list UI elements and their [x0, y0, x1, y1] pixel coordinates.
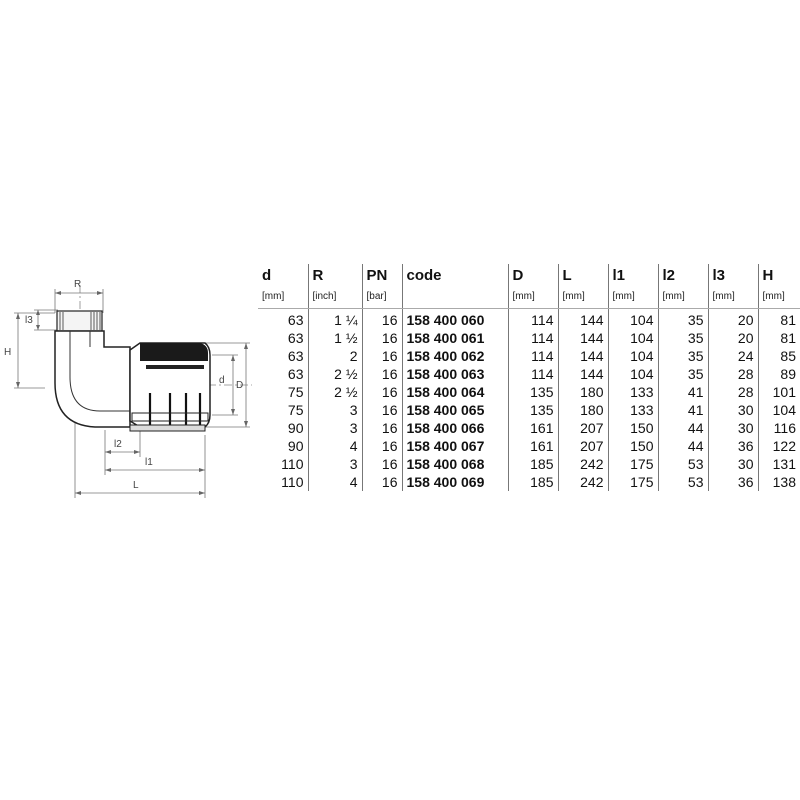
column-symbol: code	[406, 267, 442, 284]
cell-l2: 35	[658, 365, 708, 383]
cell-d: 63	[287, 329, 304, 346]
cell-r: 3	[308, 401, 362, 419]
cell-d: 161	[508, 419, 558, 437]
cell-r: 1 ¼	[308, 308, 362, 329]
cell-pn: 16	[362, 329, 402, 347]
cell-l2: 41	[658, 383, 708, 401]
cell-h: 101	[758, 383, 800, 401]
column-header-l	[558, 264, 608, 308]
column-unit: [mm]	[762, 291, 785, 302]
cell-h: 131	[758, 455, 800, 473]
cell-r: 2 ½	[308, 383, 362, 401]
column-unit: [mm]	[262, 291, 285, 302]
cell-pn: 16	[362, 365, 402, 383]
cell-l: 180	[558, 383, 608, 401]
cell-code: 158 400 061	[402, 329, 508, 347]
drawing-label-d: d	[219, 375, 225, 386]
column-unit: [mm]	[662, 291, 685, 302]
cell-l3: 30	[708, 419, 758, 437]
column-symbol: L	[562, 267, 572, 284]
cell-d: 63	[287, 365, 304, 382]
cell-d: 90	[287, 437, 304, 454]
table-row	[258, 419, 800, 437]
cell-pn: 16	[362, 473, 402, 491]
column-header-pn	[362, 264, 402, 308]
cell-l1: 104	[608, 365, 658, 383]
cell-l1: 104	[608, 308, 658, 329]
column-unit: [mm]	[712, 291, 735, 302]
cell-l3: 20	[708, 308, 758, 329]
cell-l: 242	[558, 473, 608, 491]
column-unit: [mm]	[612, 291, 635, 302]
cell-pn: 16	[362, 401, 402, 419]
cell-h: 104	[758, 401, 800, 419]
fitting-technical-drawing	[0, 265, 258, 505]
cell-code: 158 400 066	[402, 419, 508, 437]
column-header-l1	[608, 264, 658, 308]
column-header-l3	[708, 264, 758, 308]
cell-d: 63	[287, 311, 304, 328]
cell-l3: 24	[708, 347, 758, 365]
cell-d: 110	[281, 473, 304, 490]
column-symbol: l1	[612, 267, 626, 284]
cell-l: 207	[558, 437, 608, 455]
cell-d: 135	[508, 383, 558, 401]
cell-l3: 28	[708, 365, 758, 383]
column-header-r	[308, 264, 362, 308]
drawing-label-l3: l3	[25, 315, 33, 326]
cell-h: 89	[758, 365, 800, 383]
cell-d: 114	[508, 347, 558, 365]
column-header-h	[758, 264, 800, 308]
cell-l: 180	[558, 401, 608, 419]
cell-code: 158 400 064	[402, 383, 508, 401]
cell-d: 114	[508, 308, 558, 329]
table-header	[258, 264, 800, 308]
cell-l: 144	[558, 365, 608, 383]
cell-l1: 133	[608, 383, 658, 401]
cell-h: 81	[758, 308, 800, 329]
column-unit: [mm]	[512, 291, 535, 302]
fitting-spec-table	[258, 264, 800, 491]
table-row	[258, 383, 800, 401]
table-row	[258, 455, 800, 473]
cell-l2: 35	[658, 329, 708, 347]
cell-pn: 16	[362, 455, 402, 473]
cell-l3: 36	[708, 437, 758, 455]
table-body	[258, 308, 800, 491]
cell-d: 114	[508, 365, 558, 383]
cell-h: 116	[758, 419, 800, 437]
cell-d: 114	[508, 329, 558, 347]
cell-code: 158 400 062	[402, 347, 508, 365]
cell-h: 85	[758, 347, 800, 365]
drawing-label-L: L	[133, 480, 139, 491]
cell-l: 144	[558, 347, 608, 365]
cell-d: 110	[281, 455, 304, 472]
cell-d: 185	[508, 455, 558, 473]
column-symbol: D	[512, 267, 524, 284]
cell-r: 2	[308, 347, 362, 365]
cell-l3: 20	[708, 329, 758, 347]
cell-r: 2 ½	[308, 365, 362, 383]
column-header-d	[508, 264, 558, 308]
table-row	[258, 437, 800, 455]
column-unit: [mm]	[562, 291, 585, 302]
column-symbol: l3	[712, 267, 726, 284]
cell-h: 81	[758, 329, 800, 347]
column-symbol: l2	[662, 267, 676, 284]
cell-code: 158 400 065	[402, 401, 508, 419]
table-row	[258, 308, 800, 329]
drawing-label-l2: l2	[114, 439, 122, 450]
cell-d: 135	[508, 401, 558, 419]
fitting-body	[55, 311, 210, 431]
cell-pn: 16	[362, 437, 402, 455]
cell-pn: 16	[362, 419, 402, 437]
cell-pn: 16	[362, 383, 402, 401]
drawing-label-D: D	[236, 380, 244, 391]
cell-l: 242	[558, 455, 608, 473]
cell-l: 144	[558, 329, 608, 347]
cell-l2: 35	[658, 347, 708, 365]
table-row	[258, 365, 800, 383]
cell-d: 63	[287, 347, 304, 364]
column-header-d	[258, 264, 308, 308]
table-header-row	[258, 264, 800, 308]
drawing-label-R: R	[74, 279, 82, 290]
cell-l: 207	[558, 419, 608, 437]
table-row	[258, 401, 800, 419]
column-header-code	[402, 264, 508, 308]
column-symbol: R	[312, 267, 324, 284]
cell-d: 185	[508, 473, 558, 491]
cell-r: 1 ½	[308, 329, 362, 347]
cell-l1: 175	[608, 455, 658, 473]
column-symbol: H	[762, 267, 774, 284]
cell-d: 90	[287, 419, 304, 436]
cell-code: 158 400 069	[402, 473, 508, 491]
cell-l1: 150	[608, 437, 658, 455]
table-row	[258, 473, 800, 491]
table-row	[258, 347, 800, 365]
cell-h: 122	[758, 437, 800, 455]
cell-l2: 44	[658, 419, 708, 437]
cell-l3: 30	[708, 401, 758, 419]
cell-pn: 16	[362, 347, 402, 365]
cell-l3: 28	[708, 383, 758, 401]
column-header-l2	[658, 264, 708, 308]
cell-r: 3	[308, 419, 362, 437]
column-symbol: d	[262, 267, 272, 284]
cell-code: 158 400 068	[402, 455, 508, 473]
cell-code: 158 400 060	[402, 308, 508, 329]
cell-l2: 44	[658, 437, 708, 455]
cell-l2: 35	[658, 308, 708, 329]
cell-h: 138	[758, 473, 800, 491]
cell-r: 4	[308, 437, 362, 455]
cell-l3: 36	[708, 473, 758, 491]
column-unit: [bar]	[366, 291, 387, 302]
cell-l3: 30	[708, 455, 758, 473]
table-row	[258, 329, 800, 347]
cell-l2: 41	[658, 401, 708, 419]
cell-l2: 53	[658, 473, 708, 491]
cell-code: 158 400 067	[402, 437, 508, 455]
cell-l1: 104	[608, 329, 658, 347]
cell-r: 3	[308, 455, 362, 473]
column-unit: [inch]	[312, 291, 337, 302]
cell-pn: 16	[362, 308, 402, 329]
cell-l1: 133	[608, 401, 658, 419]
drawing-label-l1: l1	[145, 457, 153, 468]
cell-d: 75	[287, 383, 304, 400]
drawing-label-H: H	[4, 347, 12, 358]
column-symbol: PN	[366, 267, 388, 284]
cell-l1: 104	[608, 347, 658, 365]
cell-l2: 53	[658, 455, 708, 473]
cell-l1: 175	[608, 473, 658, 491]
cell-d: 161	[508, 437, 558, 455]
cell-l: 144	[558, 308, 608, 329]
cell-r: 4	[308, 473, 362, 491]
cell-l1: 150	[608, 419, 658, 437]
cell-d: 75	[287, 401, 304, 418]
cell-code: 158 400 063	[402, 365, 508, 383]
